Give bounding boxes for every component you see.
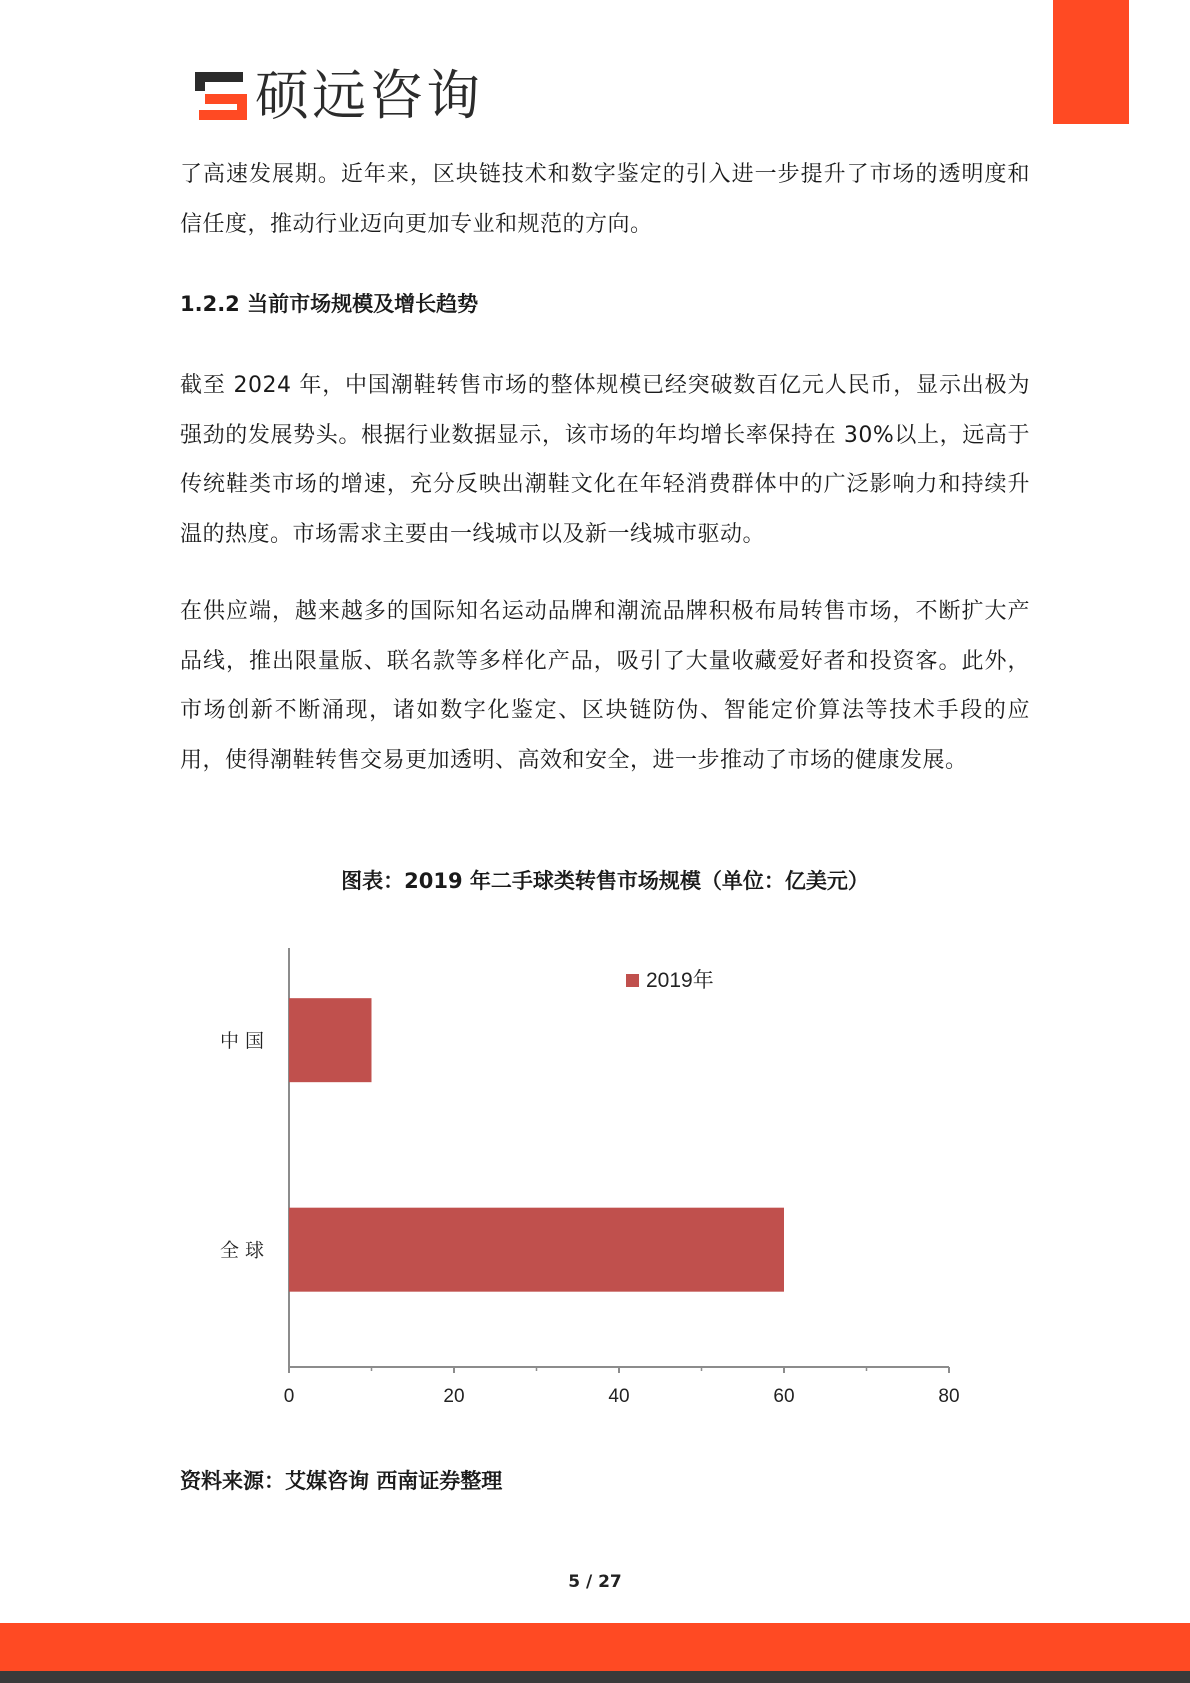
x-tick-label-3: 60	[773, 1386, 795, 1407]
footer-accent-bar	[0, 1623, 1190, 1671]
bar-1	[289, 1208, 784, 1292]
category-label-1: 全球	[219, 1239, 270, 1262]
corner-accent-tab	[1053, 0, 1129, 124]
brand-name: 硕远咨询	[255, 64, 483, 127]
supply-side-paragraph: 在供应端，越来越多的国际知名运动品牌和潮流品牌积极布局转售市场，不断扩大产品线，推出限量版、联名款等多样化产品，吸引了大量收藏爱好者和投资客。此外，市场创新不断涌现，诸如数字化鉴定、区块链防伪、智能定价算法等技术手段的应用，使得潮鞋转售交易更加透明、高效和安全，进一步推动了市场的健康发展。	[180, 599, 1030, 773]
section-heading: 1.2.2 当前市场规模及增长趋势	[180, 292, 479, 316]
document-body	[180, 150, 1030, 785]
page-number: 5 / 27	[568, 1572, 622, 1592]
legend-label: 2019年	[646, 969, 714, 992]
source-note: 资料来源：艾媒咨询 西南证券整理	[180, 1469, 503, 1493]
category-label-0: 中国	[219, 1030, 270, 1053]
footer-dark-bar	[0, 1671, 1190, 1683]
market-size-paragraph: 截至 2024 年，中国潮鞋转售市场的整体规模已经突破数百亿元人民币，显示出极为强劲的发展势头。根据行业数据显示，该市场的年均增长率保持在 30%以上，远高于传统鞋类市场的增速，充分反映出潮鞋文化在年轻消费群体中的广泛影响力和持续升温的热度。市场需求主要由一线城市以及新一线城市驱动。	[180, 373, 1030, 547]
bar-chart	[180, 930, 1030, 1410]
x-tick-label-4: 80	[938, 1386, 960, 1407]
intro-paragraph: 了高速发展期。近年来，区块链技术和数字鉴定的引入进一步提升了市场的透明度和信任度，推动行业迈向更加专业和规范的方向。	[180, 162, 1030, 237]
x-tick-label-1: 20	[443, 1386, 465, 1407]
chart-title: 图表：2019 年二手球类转售市场规模（单位：亿美元）	[341, 869, 869, 893]
x-tick-label-2: 40	[608, 1386, 630, 1407]
legend-swatch	[626, 974, 639, 987]
brand-logo	[193, 64, 483, 127]
x-tick-label-0: 0	[283, 1386, 295, 1407]
bar-0	[289, 998, 372, 1082]
logo-mark-icon	[193, 70, 249, 122]
